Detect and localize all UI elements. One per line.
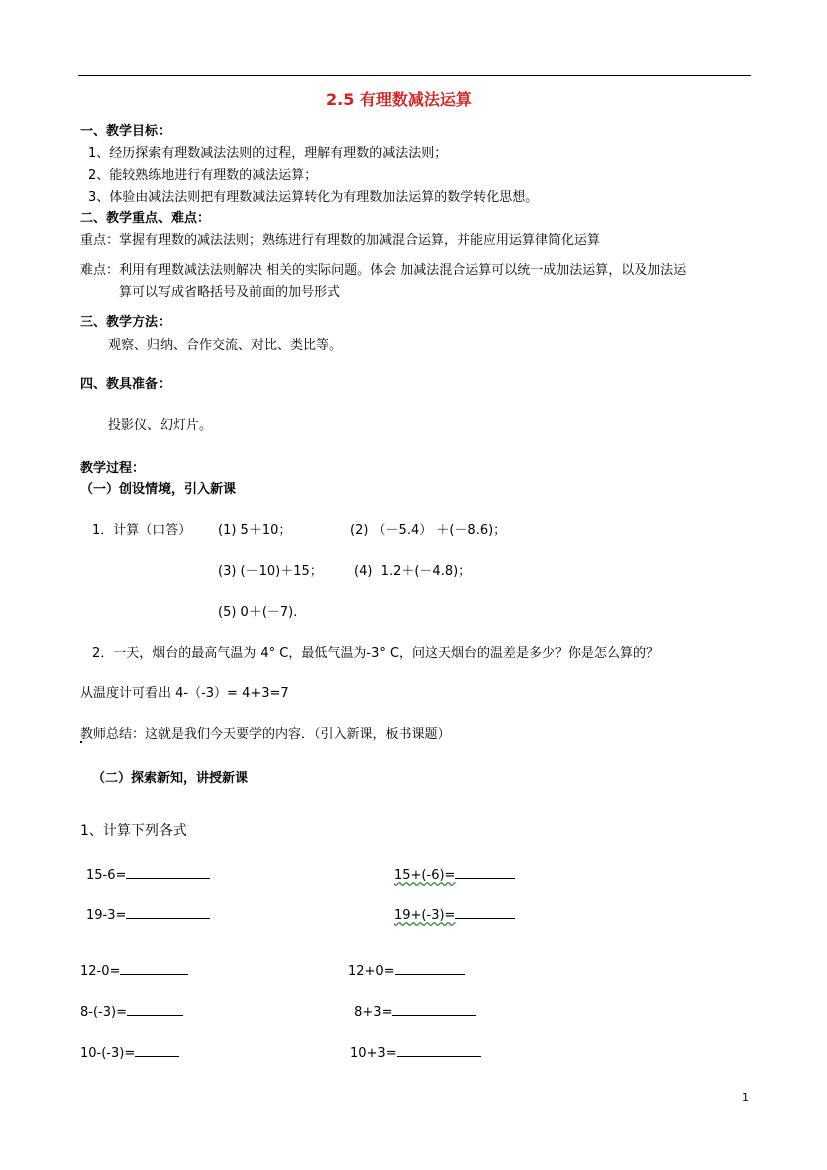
part2-heading: （二）探索新知，讲授新课 xyxy=(92,771,249,786)
q1-item-3: (3) (－10)＋15； xyxy=(218,564,323,579)
q1-item-1: (1) 5＋10； xyxy=(218,523,292,538)
calc-row-2-right xyxy=(394,906,515,924)
goal-item-2: 2、能较熟练地进行有理数的减法运算； xyxy=(88,168,318,183)
calc-row-5-left xyxy=(80,1044,179,1062)
header-rule xyxy=(78,75,751,76)
page-number: 1 xyxy=(742,1091,749,1104)
calc-heading: 1、计算下列各式 xyxy=(80,823,187,839)
answer-blank[interactable] xyxy=(397,1044,481,1057)
q1-item-2: (2) （－5.4） ＋(－8.6)； xyxy=(350,523,507,538)
calc-row-4-right xyxy=(350,1003,476,1021)
answer-blank[interactable] xyxy=(120,962,188,975)
key-point-text: 重点：掌握有理数的减法法则；熟练进行有理数的加减混合运算，并能应用运算律简化运算 xyxy=(80,233,601,248)
section-goals-heading: 一、教学目标： xyxy=(80,124,172,139)
part1-heading: （一）创设情境，引入新课 xyxy=(80,482,237,497)
page-title: 2.5 有理数减法运算 xyxy=(326,90,472,109)
difficulty-text-line-2: 算可以写成省略括号及前面的加号形式 xyxy=(119,285,341,300)
calc-row-4-left xyxy=(80,1003,183,1021)
q1-item-5: (5) 0＋(－7). xyxy=(218,605,298,620)
q2-text: 2．一天，烟台的最高气温为 4° C，最低气温为-3° C，问这天烟台的温差是多少？你是怎么算的？ xyxy=(92,646,660,661)
teacher-summary: 教师总结：这就是我们今天要学的内容．（引入新课，板书课题） xyxy=(80,727,451,742)
calc-row-1-right-expr: 15+(-6)= xyxy=(394,868,456,883)
q1-item-4: (4) 1.2＋(－4.8)； xyxy=(354,564,472,579)
answer-blank[interactable] xyxy=(395,962,465,975)
calc-row-2-left xyxy=(86,906,210,924)
section-keypoints-heading: 二、教学重点、难点： xyxy=(80,211,211,226)
goal-item-1: 1、经历探索有理数减法法则的过程，理解有理数的减法法则； xyxy=(88,146,448,161)
calc-row-2-left-expr: 19-3= xyxy=(86,908,127,923)
tools-text: 投影仪、幻灯片。 xyxy=(108,418,213,433)
calc-row-3-right-expr: 12+0= xyxy=(348,964,395,979)
process-heading: 教学过程： xyxy=(80,461,146,476)
q1-label: 1．计算（口答） xyxy=(92,523,192,538)
calc-row-3-left-expr: 12-0= xyxy=(80,964,121,979)
calc-row-5-right-expr: 10+3= xyxy=(350,1046,397,1061)
calc-row-1-left xyxy=(86,866,210,884)
answer-blank[interactable] xyxy=(455,906,515,919)
answer-blank[interactable] xyxy=(135,1044,179,1057)
difficulty-text-line-1: 难点：利用有理数减法法则解决 相关的实际问题。体会 加减法混合运算可以统一成加法运算，以及加法运 xyxy=(80,263,687,278)
answer-blank[interactable] xyxy=(392,1003,476,1016)
answer-blank[interactable] xyxy=(126,906,210,919)
calc-row-2-right-expr: 19+(-3)= xyxy=(394,908,456,923)
calc-row-3-left xyxy=(80,962,188,980)
answer-blank[interactable] xyxy=(126,866,210,879)
goal-item-3: 3、体验由减法法则把有理数减法运算转化为有理数加法运算的数学转化思想。 xyxy=(88,190,539,205)
calc-row-5-left-expr: 10-(-3)= xyxy=(80,1046,136,1061)
calc-row-4-left-expr: 8-(-3)= xyxy=(80,1005,127,1020)
calc-row-1-right xyxy=(394,866,515,884)
answer-blank[interactable] xyxy=(455,866,515,879)
calc-row-3-right xyxy=(348,962,465,980)
section-methods-heading: 三、教学方法： xyxy=(80,315,172,330)
section-tools-heading: 四、教具准备： xyxy=(80,377,172,392)
calc-row-5-right xyxy=(350,1044,481,1062)
calc-row-1-left-expr: 15-6= xyxy=(86,868,127,883)
calc-row-4-right-expr: 8+3= xyxy=(350,1005,393,1020)
methods-text: 观察、归纳、合作交流、对比、类比等。 xyxy=(108,338,343,353)
temperature-line: 从温度计可看出 4-（-3）= 4+3=7 xyxy=(80,686,289,701)
answer-blank[interactable] xyxy=(127,1003,183,1016)
